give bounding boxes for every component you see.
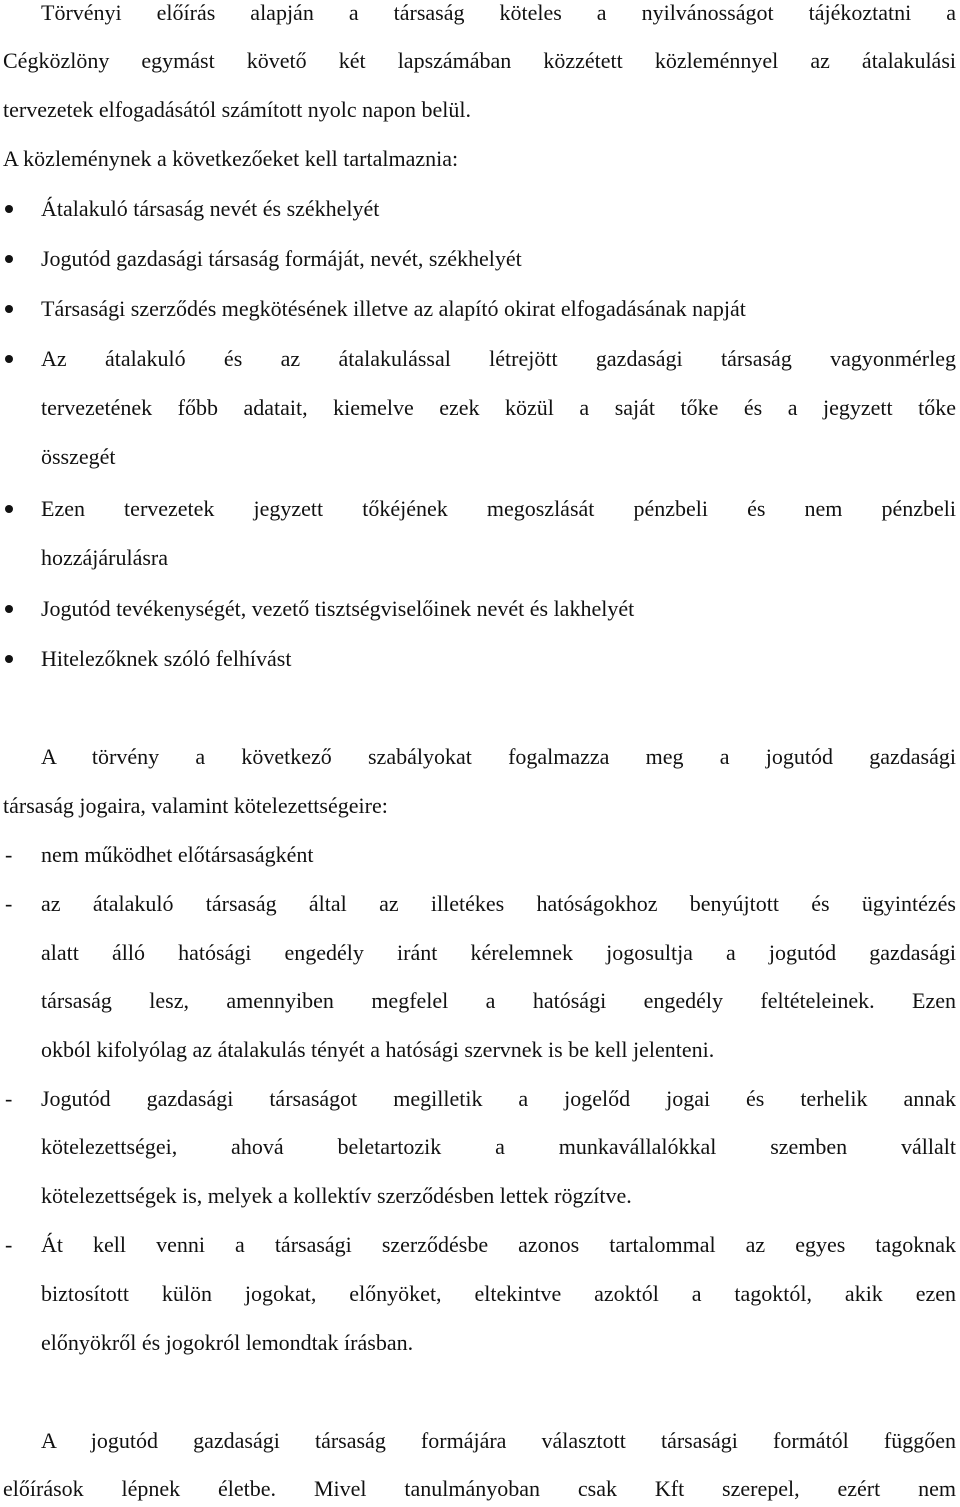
list-item-5-line-2: hozzájárulásra (41, 545, 169, 570)
dash-item-4-line-1: Át kell venni a társasági szerződésbe azonos tartalommal az egyes tagoknak (41, 1232, 956, 1257)
bullet-icon (5, 205, 13, 213)
bullet-icon (5, 505, 13, 513)
dash-item-2-line-3: társaság lesz, amennyiben megfelel a hatósági engedély feltételeinek. Ezen (41, 988, 956, 1013)
dash-item-3-line-1: Jogutód gazdasági társaságot megilletik a jogelőd jogai és terhelik annak (41, 1086, 956, 1111)
dash-item-2-line-2: alatt álló hatósági engedély iránt kérelemnek jogosultja a jogutód gazdasági (41, 940, 956, 965)
dash-marker: - (5, 1232, 13, 1257)
list-item-3: Társasági szerződés megkötésének illetve az alapító okirat elfogadásának napját (41, 296, 746, 321)
dash-marker: - (5, 891, 13, 916)
dash-item-1: nem működhet előtársaságként (41, 842, 314, 867)
list-item-2: Jogutód gazdasági társaság formáját, nevét, székhelyét (41, 246, 522, 271)
intro-line-4: A közleménynek a következőeket kell tartalmaznia: (3, 146, 459, 171)
dash-marker: - (5, 842, 13, 867)
para3-line-1: A jogutód gazdasági társaság formájára választott társasági formától függően (41, 1428, 956, 1453)
list-item-4-line-3: összegét (41, 444, 116, 469)
dash-item-3-line-2: kötelezettségei, ahová beletartozik a munkavállalókkal szemben vállalt (41, 1134, 956, 1159)
bullet-icon (5, 305, 13, 313)
para2-line-1: A törvény a következő szabályokat fogalmazza meg a jogutód gazdasági (41, 744, 956, 769)
dash-item-2-line-4: okból kifolyólag az átalakulás tényét a hatósági szervnek is be kell jelenteni. (41, 1037, 715, 1062)
list-item-5-line-1: Ezen tervezetek jegyzett tőkéjének megoszlását pénzbeli és nem pénzbeli (41, 496, 956, 521)
list-item-4-line-1: Az átalakuló és az átalakulással létrejött gazdasági társaság vagyonmérleg (41, 346, 956, 371)
para2-line-2: társaság jogaira, valamint kötelezettségeire: (3, 793, 388, 818)
intro-line-3: tervezetek elfogadásától számított nyolc napon belül. (3, 97, 471, 122)
dash-item-4-line-2: biztosított külön jogokat, előnyöket, eltekintve azoktól a tagoktól, akik ezen (41, 1281, 956, 1306)
dash-item-2-line-1: az átalakuló társaság által az illetékes hatóságokhoz benyújtott és ügyintézés (41, 891, 956, 916)
list-item-7: Hitelezőknek szóló felhívást (41, 646, 292, 671)
list-item-4-line-2: tervezetének főbb adatait, kiemelve ezek közül a saját tőke és a jegyzett tőke (41, 395, 956, 420)
intro-line-2: Cégközlöny egymást követő két lapszámában közzétett közleménnyel az átalakulási (3, 48, 956, 73)
bullet-icon (5, 655, 13, 663)
list-item-6: Jogutód tevékenységét, vezető tisztségviselőinek nevét és lakhelyét (41, 596, 635, 621)
list-item-1: Átalakuló társaság nevét és székhelyét (41, 196, 380, 221)
bullet-icon (5, 605, 13, 613)
para3-line-2: előírások lépnek életbe. Mivel tanulmányoban csak Kft szerepel, ezért nem (3, 1476, 956, 1501)
bullet-icon (5, 255, 13, 263)
dash-item-3-line-3: kötelezettségek is, melyek a kollektív szerződésben lettek rögzítve. (41, 1183, 632, 1208)
bullet-icon (5, 355, 13, 363)
intro-line-1: Törvényi előírás alapján a társaság köteles a nyilvánosságot tájékoztatni a (41, 0, 956, 25)
dash-item-4-line-3: előnyökről és jogokról lemondtak írásban. (41, 1330, 414, 1355)
dash-marker: - (5, 1086, 13, 1111)
